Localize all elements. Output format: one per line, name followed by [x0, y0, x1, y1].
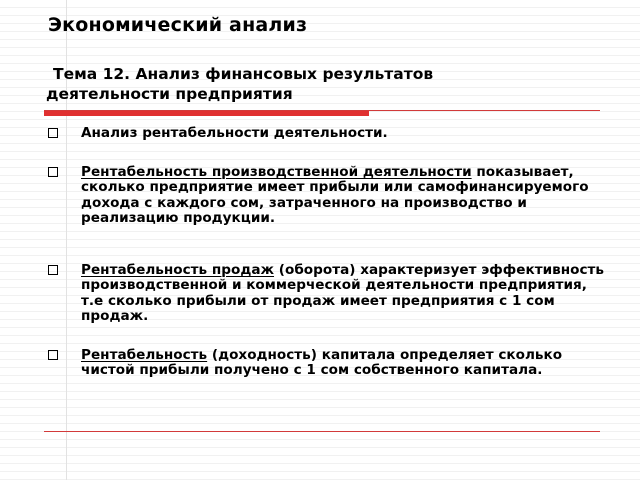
footer-divider: [44, 431, 600, 432]
bullet-square-icon: [48, 128, 58, 138]
bullet-square-icon: [48, 265, 58, 275]
bullet-text: [81, 348, 611, 379]
bullet-square-icon: [48, 350, 58, 360]
page-title: Экономический анализ: [48, 14, 308, 36]
bullet-term: Рентабельность продаж: [81, 262, 275, 278]
bullet-text: [81, 126, 611, 141]
bullet-term: Рентабельность: [81, 347, 208, 363]
bullet-text-body: (доходность) капитала определяет сколько чистой прибыли получено с 1 сом собственного капитала.: [81, 347, 563, 379]
topic-title-text: Анализ финансовых результатов: [135, 65, 434, 83]
bullet-term: Рентабельность производственной деятельности: [81, 164, 472, 180]
bullet-text: [81, 165, 611, 227]
topic-title-line-2: деятельности предприятия: [46, 85, 293, 103]
bullet-square-icon: [48, 167, 58, 177]
bullet-text: [81, 263, 611, 325]
topic-number: Тема 12.: [53, 65, 131, 83]
bullet-text-body: (оборота) характеризует эффективность производственной и коммерческой деятельности предприятия, т.е сколько прибыли от продаж имеет предприятия с 1 сом продаж.: [81, 262, 604, 325]
bullet-text-body: Анализ рентабельности деятельности.: [81, 125, 388, 141]
bullet-text-body: показывает, сколько предприятие имеет прибыли или самофинансируемого дохода с каждого сом, затраченного на производство и реализацию продукции.: [81, 164, 589, 227]
